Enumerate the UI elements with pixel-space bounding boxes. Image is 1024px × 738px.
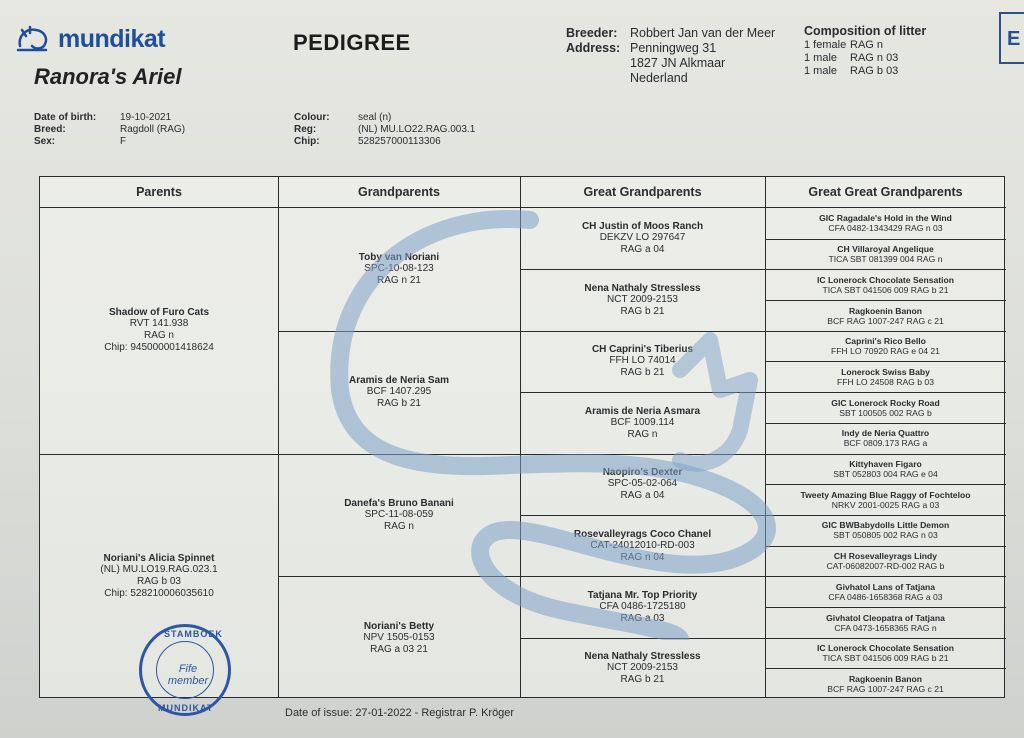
animal-detail: FFH LO 24508 RAG b 03 xyxy=(837,377,934,388)
animal-detail: NCT 2009-2153 xyxy=(607,294,678,306)
great-great-grandparent-cell xyxy=(765,546,1006,577)
animal-name: Toby van Noriani xyxy=(358,251,440,263)
brand-name: mundikat xyxy=(58,24,166,53)
litter-code: RAG n 03 xyxy=(850,52,899,64)
col-header-grandparents: Grandparents xyxy=(278,177,520,208)
issue-date: Date of issue: 27-01-2022 - Registrar P. Kröger xyxy=(285,707,515,719)
animal-name: Lonerock Swiss Baby xyxy=(841,367,930,378)
sex-value: F xyxy=(120,136,127,147)
animal-name: Naopiro's Dexter xyxy=(602,467,683,479)
animal-detail: NRKV 2001-0025 RAG a 03 xyxy=(831,499,940,510)
col-header-parents: Parents xyxy=(40,177,278,208)
colour-value: seal (n) xyxy=(358,112,392,123)
animal-name: Indy de Neria Quattro xyxy=(841,428,930,439)
animal-name: Caprini's Rico Bello xyxy=(845,336,926,347)
animal-name: CH Caprini's Tiberius xyxy=(591,344,694,356)
grandparent-cell xyxy=(278,576,520,699)
great-great-grandparent-cell xyxy=(765,392,1006,423)
cat-logo-icon xyxy=(16,24,52,54)
col-header-great-great-grandparents: Great Great Grandparents xyxy=(765,177,1006,208)
colour-label: Colour: xyxy=(294,112,330,123)
great-great-grandparent-cell xyxy=(765,269,1006,300)
address-label: Address: xyxy=(566,41,621,55)
grandparent-cell xyxy=(278,454,520,577)
great-great-grandparent-cell xyxy=(765,576,1006,607)
breeder-label: Breeder: xyxy=(566,26,618,40)
animal-name: Nena Nathaly Stressless xyxy=(584,651,701,663)
animal-name: Noriani's Betty xyxy=(363,620,435,632)
great-great-grandparent-cell xyxy=(765,239,1006,270)
animal-detail: BCF RAG 1007-247 RAG c 21 xyxy=(827,315,944,326)
great-great-grandparent-cell xyxy=(765,423,1006,454)
litter-code: RAG b 03 xyxy=(850,65,899,77)
corner-letter: E xyxy=(1007,28,1021,50)
animal-detail: CFA 0473-1658365 RAG n xyxy=(834,622,937,633)
litter-row xyxy=(804,65,926,78)
animal-detail: SPC-11-08-059 xyxy=(364,508,434,520)
animal-detail: NPV 1505-0153 xyxy=(363,631,435,643)
breed-value: Ragdoll (RAG) xyxy=(120,124,186,135)
great-great-grandparent-cell xyxy=(765,331,1006,362)
animal-name: GIC BWBabydolls Little Demon xyxy=(821,520,950,531)
animal-name: IC Lonerock Chocolate Sensation xyxy=(816,274,955,285)
animal-name: Aramis de Neria Sam xyxy=(348,375,450,387)
animal-detail: RAG a 04 xyxy=(620,490,665,502)
animal-detail: BCF 1407.295 xyxy=(366,386,432,398)
chip-value: 528257000113306 xyxy=(358,136,441,147)
dob-label: Date of birth: xyxy=(34,112,97,123)
animal-name: GIC Lonerock Rocky Road xyxy=(831,397,940,408)
great-great-grandparent-cell xyxy=(765,515,1006,546)
litter-count: 1 male xyxy=(804,52,838,64)
animal-detail: (NL) MU.LO19.RAG.023.1 xyxy=(100,564,218,576)
stamp-top-text: STAMBOEK xyxy=(164,629,223,639)
animal-name: Tweety Amazing Blue Raggy of Fochteloo xyxy=(800,489,971,500)
great-grandparent-cell xyxy=(520,515,765,576)
animal-detail: CAT-06082007-RD-002 RAG b xyxy=(826,561,945,572)
animal-name: Givhatol Cleopatra of Tatjana xyxy=(826,612,945,623)
address-line: Nederland xyxy=(630,71,688,85)
great-grandparent-cell xyxy=(520,269,765,330)
page-title: PEDIGREE xyxy=(293,30,411,55)
animal-name: Ragkoenin Banon xyxy=(848,673,923,684)
corner-mark xyxy=(999,12,1024,64)
animal-detail: BCF 0809.173 RAG a xyxy=(843,438,928,449)
chip-label: Chip: xyxy=(294,136,320,147)
address-line: 1827 JN Alkmaar xyxy=(630,56,726,70)
animal-detail: CFA 0486-1725180 xyxy=(599,600,686,612)
animal-detail: RAG b 21 xyxy=(620,367,665,379)
animal-name: Nena Nathaly Stressless xyxy=(584,283,701,295)
animal-detail: TICA SBT 041506 009 RAG b 21 xyxy=(822,653,949,664)
col-header-great-grandparents: Great Grandparents xyxy=(520,177,765,208)
animal-name: Givhatol Lans of Tatjana xyxy=(835,581,936,592)
dob-value: 19-10-2021 xyxy=(120,112,172,123)
animal-detail: FFH LO 70920 RAG e 04 21 xyxy=(831,346,940,357)
animal-detail: RAG b 03 xyxy=(137,576,181,588)
animal-name: CH Villaroyal Angelique xyxy=(837,244,934,255)
great-great-grandparent-cell xyxy=(765,484,1006,515)
great-great-grandparent-cell xyxy=(765,300,1006,331)
pedigree-table xyxy=(39,176,1005,698)
stamp-middle-text: Fife member xyxy=(167,663,209,687)
great-great-grandparent-cell xyxy=(765,454,1006,485)
animal-detail: TICA SBT 041506 009 RAG b 21 xyxy=(822,284,949,295)
stamboek-stamp xyxy=(139,624,231,716)
litter-code: RAG n xyxy=(850,39,884,51)
animal-name: Tatjana Mr. Top Priority xyxy=(587,589,698,601)
animal-detail: RAG b 21 xyxy=(377,398,421,410)
reg-label: Reg: xyxy=(294,124,317,135)
animal-detail: DEKZV LO 297647 xyxy=(599,232,686,244)
info-right xyxy=(294,112,475,148)
breeder-name: Robbert Jan van der Meer xyxy=(630,26,776,40)
grandparent-cell xyxy=(278,331,520,454)
animal-detail: TICA SBT 081399 004 RAG n xyxy=(828,254,943,265)
animal-detail: BCF 1009.114 xyxy=(610,416,675,428)
animal-detail: RAG n xyxy=(627,428,658,440)
great-grandparent-cell xyxy=(520,208,765,269)
animal-detail: CFA 0482-1343429 RAG n 03 xyxy=(828,223,943,234)
great-grandparent-cell xyxy=(520,638,765,699)
brand-logo xyxy=(16,24,165,54)
cat-name: Ranora's Ariel xyxy=(34,64,182,89)
animal-detail: RVT 141.938 xyxy=(129,318,189,330)
animal-name: GIC Ragadale's Hold in the Wind xyxy=(819,213,952,224)
great-great-grandparent-cell xyxy=(765,208,1006,239)
parent-cell xyxy=(40,208,278,454)
sex-label: Sex: xyxy=(34,136,56,147)
animal-detail: NCT 2009-2153 xyxy=(607,662,678,674)
animal-detail: FFH LO 74014 xyxy=(609,355,676,367)
reg-value: (NL) MU.LO22.RAG.003.1 xyxy=(358,124,476,135)
animal-detail: SPC-10-08-123 xyxy=(364,262,434,274)
animal-name: Kittyhaven Figaro xyxy=(849,459,922,470)
animal-name: CH Rosevalleyrags Lindy xyxy=(833,551,938,562)
animal-name: Aramis de Neria Asmara xyxy=(584,405,701,417)
animal-detail: RAG a 03 21 xyxy=(370,643,428,655)
litter-count: 1 male xyxy=(804,65,838,77)
animal-detail: RAG n xyxy=(143,330,174,342)
animal-detail: RAG a 04 xyxy=(620,244,665,256)
animal-detail: CFA 0486-1658368 RAG a 03 xyxy=(828,591,943,602)
litter-composition xyxy=(804,25,926,78)
great-grandparent-cell xyxy=(520,576,765,637)
animal-detail: RAG b 21 xyxy=(620,674,665,686)
animal-detail: RAG n xyxy=(383,520,414,532)
animal-detail: CAT-24012010-RD-003 xyxy=(590,539,695,551)
great-great-grandparent-cell xyxy=(765,361,1006,392)
animal-detail: RAG b 21 xyxy=(620,306,665,318)
great-grandparent-cell xyxy=(520,454,765,515)
litter-count: 1 female xyxy=(804,39,847,51)
breed-label: Breed: xyxy=(34,124,66,135)
address-line: Penningweg 31 xyxy=(630,41,717,55)
animal-name: Noriani's Alicia Spinnet xyxy=(103,553,215,565)
animal-detail: SPC-05-02-064 xyxy=(607,478,678,490)
animal-name: Rosevalleyrags Coco Chanel xyxy=(573,528,712,540)
breeder-block xyxy=(566,26,775,86)
animal-detail: RAG n 04 xyxy=(620,551,665,563)
great-great-grandparent-cell xyxy=(765,638,1006,669)
animal-name: CH Justin of Moos Ranch xyxy=(581,221,704,233)
animal-name: Danefa's Bruno Banani xyxy=(344,497,454,509)
animal-detail: Chip: 528210006035610 xyxy=(104,588,214,600)
great-great-grandparent-cell xyxy=(765,607,1006,638)
animal-name: Shadow of Furo Cats xyxy=(109,307,209,319)
animal-name: IC Lonerock Chocolate Sensation xyxy=(816,643,955,654)
animal-detail: Chip: 945000001418624 xyxy=(104,342,214,354)
animal-detail: RAG a 03 xyxy=(620,612,665,624)
great-grandparent-cell xyxy=(520,392,765,453)
grandparent-cell xyxy=(278,208,520,331)
animal-detail: RAG n 21 xyxy=(377,274,421,286)
animal-detail: BCF RAG 1007-247 RAG c 21 xyxy=(827,683,944,694)
animal-detail: SBT 050805 002 RAG n 03 xyxy=(833,530,938,541)
animal-name: Ragkoenin Banon xyxy=(848,305,923,316)
stamp-bottom-text: MUNDIKAT xyxy=(158,703,214,713)
animal-detail: SBT 100505 002 RAG b xyxy=(839,407,932,418)
great-great-grandparent-cell xyxy=(765,668,1006,699)
litter-row xyxy=(804,39,926,52)
animal-detail: SBT 052803 004 RAG e 04 xyxy=(833,469,938,480)
litter-title: Composition of litter xyxy=(804,24,927,38)
info-left xyxy=(34,112,185,148)
litter-row xyxy=(804,52,926,65)
great-grandparent-cell xyxy=(520,331,765,392)
